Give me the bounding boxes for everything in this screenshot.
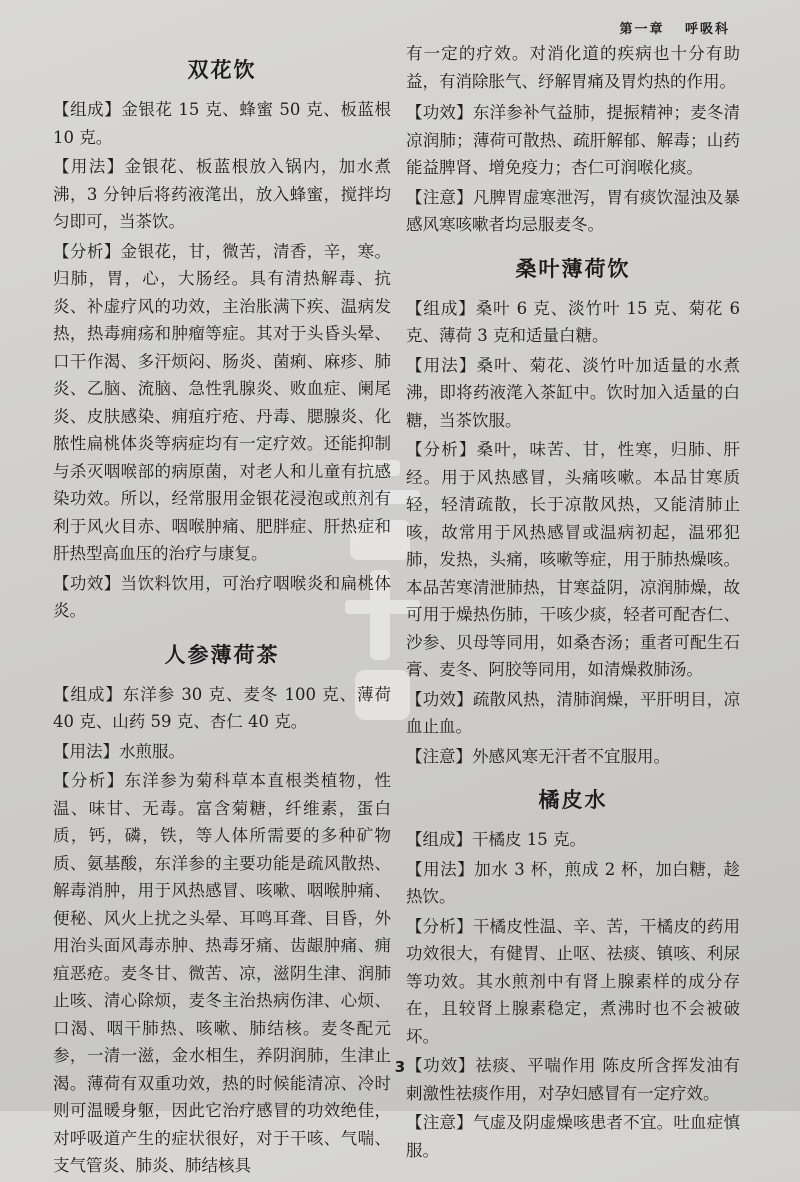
page-number: 3 <box>394 1058 406 1076</box>
renshen-analysis: 【分析】东洋参为菊科草本直根类植物，性温、味甘、无毒。富含菊糖，纤维素，蛋白质，钙，磷，铁，等人体所需要的多种矿物质、氨基酸，东洋参的主要功能是疏风散热、解毒消肿，用于风热感冒、咳嗽、咽喉肿痛、便秘、风火上扰之头晕、耳鸣耳聋、目昏，外用治头面风毒赤肿、热毒牙痛、齿龈肿痛、痈疽恶疮。麦冬甘、微苦、凉，滋阴生津、润肺止咳、清心除烦，麦冬主治热病伤津、心烦、口渴、咽干肺热、咳嗽、肺结核。麦冬配元参，一清一滋，金水相生，养阴润肺，生津止渴。薄荷有双重功效，热的时候能清凉、冷时则可温暖身躯，因此它治疗感冒的功效绝佳，对呼吸道产生的症状很好，对于干咳、气喘、支气管炎、肺炎、肺结核具 <box>53 771 391 1175</box>
shuanghua-composition: 【组成】金银花 15 克、蜂蜜 50 克、板蓝根 10 克。 <box>53 100 391 147</box>
jupi-usage: 【用法】加水 3 杯，煎成 2 杯，加白糖，趁热饮。 <box>406 859 740 906</box>
chapter-label: 第一章 <box>619 22 665 37</box>
category-label: 呼吸科 <box>684 22 730 37</box>
sangye-composition: 【组成】桑叶 6 克、淡竹叶 15 克、菊花 6 克、薄荷 3 克和适量白糖。 <box>406 298 740 345</box>
right-column <box>406 40 740 1166</box>
section-title-sangye: 桑叶薄荷饮 <box>515 256 631 281</box>
sangye-caution: 【注意】外感风寒无汗者不宜服用。 <box>406 746 670 766</box>
renshen-usage: 【用法】水煎服。 <box>53 741 185 761</box>
shuanghua-effect: 【功效】当饮料饮用，可治疗咽喉炎和扁桃体炎。 <box>53 573 391 620</box>
sangye-effect: 【功效】疏散风热，清肺润燥，平肝明目，凉血止血。 <box>406 689 740 736</box>
section-title-renshen: 人参薄荷茶 <box>164 642 280 667</box>
jupi-composition: 【组成】干橘皮 15 克。 <box>406 830 586 849</box>
renshen-composition: 【组成】东洋参 30 克、麦冬 100 克、薄荷 40 克、山药 59 克、杏仁 40 克。 <box>53 684 391 731</box>
left-column <box>53 40 391 1182</box>
renshen-effect: 【功效】东洋参补气益肺，提振精神；麦冬清凉润肺；薄荷可散热、疏肝解郁、解毒；山药能益脾肾、增免疫力；杏仁可润喉化痰。 <box>406 103 740 177</box>
jupi-effect: 【功效】祛痰、平喘作用 陈皮所含挥发油有刺激性祛痰作用，对孕妇感冒有一定疗效。 <box>406 1056 740 1103</box>
section-title-shuanghua: 双花饮 <box>187 58 257 82</box>
shuanghua-usage: 【用法】金银花、板蓝根放入锅内，加水煮沸，3 分钟后将药液滗出，放入蜂蜜，搅拌均匀即可，当茶饮。 <box>53 157 391 231</box>
jupi-analysis: 【分析】干橘皮性温、辛、苦，干橘皮的药用功效很大，有健胃、止呕、祛痰、镇咳、利尿等功效。其水煎剂中有肾上腺素样的成分存在，且较肾上腺素稳定，煮沸时也不会被破坏。 <box>406 916 740 1046</box>
sangye-usage: 【用法】桑叶、菊花、淡竹叶加适量的水煮沸，即将药液滗入茶缸中。饮时加入适量的白糖，当茶饮服。 <box>406 355 740 430</box>
jupi-caution: 【注意】气虚及阴虚燥咳患者不宜。吐血症慎服。 <box>406 1113 740 1160</box>
section-title-jupi: 橘皮水 <box>538 788 608 812</box>
shuanghua-analysis: 【分析】金银花，甘，微苦，清香，辛，寒。归肺，胃，心，大肠经。具有清热解毒、抗炎、补虚疗风的功效，主治胀满下疾、温病发热，热毒痈疡和肿瘤等症。其对于头昏头晕、口干作渴、多汗烦闷、肠炎、菌痢、麻疹、肺炎、乙脑、流脑、急性乳腺炎、败血症、阑尾炎、皮肤感染、痈疽疔疮、丹毒、腮腺炎、化脓性扁桃体炎等病症均有一定疗效。还能抑制与杀灭咽喉部的病原菌，对老人和儿童有抗感染功效。所以，经常服用金银花浸泡或煎剂有利于风火目赤、咽喉肿痛、肥胖症、肝热症和肝热型高血压的治疗与康复。 <box>53 241 391 563</box>
renshen-analysis-continued: 有一定的疗效。对消化道的疾病也十分有助益，有消除胀气、纾解胃痛及胃灼热的作用。 <box>406 44 740 91</box>
renshen-caution: 【注意】凡脾胃虚寒泄泻，胃有痰饮湿浊及暴感风寒咳嗽者均忌服麦冬。 <box>406 187 740 234</box>
sangye-analysis: 【分析】桑叶，味苦、甘，性寒，归肺、肝经。用于风热感冒，头痛咳嗽。本品甘寒质轻，轻清疏散，长于凉散风热，又能清肺止咳，故常用于风热感冒或温病初起，温邪犯肺，发热，头痛，咳嗽等症，用于肺热燥咳。本品苦寒清泄肺热，甘寒益阴，凉润肺燥，故可用于燥热伤肺，干咳少痰，轻者可配杏仁、沙参、贝母等同用，如桑杏汤；重者可配生石膏、麦冬、阿胶等同用，如清燥救肺汤。 <box>406 440 740 679</box>
running-header <box>605 18 730 37</box>
